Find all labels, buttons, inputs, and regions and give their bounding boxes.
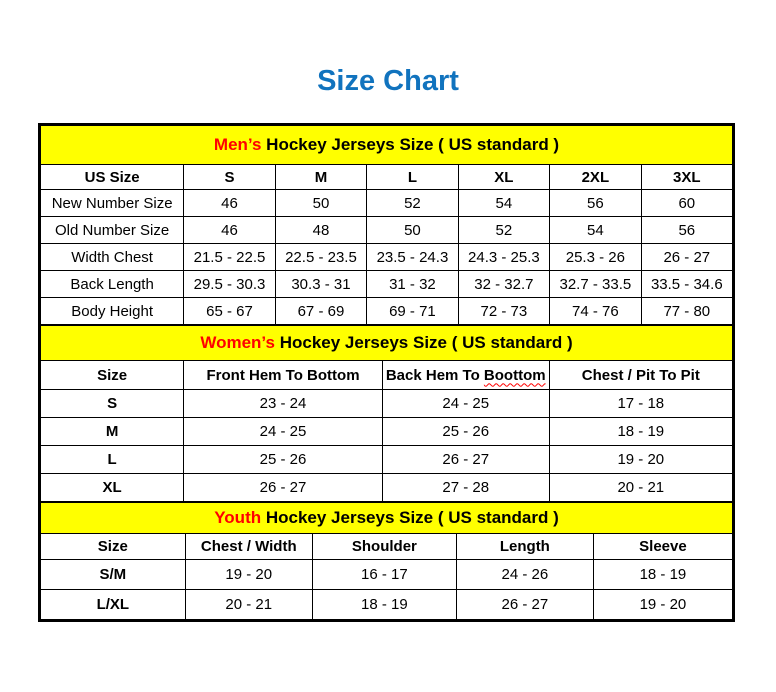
size-value-cell: 72 - 73 — [458, 298, 549, 325]
size-value-cell: 19 - 20 — [185, 560, 312, 590]
size-value-cell: 52 — [458, 217, 549, 244]
size-value-cell: 32.7 - 33.5 — [550, 271, 641, 298]
column-header: Size — [41, 361, 184, 390]
table-row — [41, 190, 733, 217]
size-value-cell: 23.5 - 24.3 — [367, 244, 458, 271]
column-header: US Size — [41, 165, 184, 190]
size-value-cell: 30.3 - 31 — [275, 271, 366, 298]
size-chart-frame — [38, 123, 735, 622]
table-row — [41, 418, 733, 446]
womens-section-header — [41, 326, 733, 361]
youth-section-highlight: Youth — [214, 508, 262, 527]
table-row — [41, 446, 733, 474]
mens-section-header — [41, 126, 733, 165]
size-value-cell: 25 - 26 — [184, 446, 383, 474]
size-value-cell: 74 - 76 — [550, 298, 641, 325]
mens-section-highlight: Men’s — [213, 135, 262, 154]
column-header: XL — [458, 165, 549, 190]
size-value-cell: 67 - 69 — [275, 298, 366, 325]
youth-section-header — [41, 503, 733, 534]
table-row — [41, 217, 733, 244]
size-value-cell: 29.5 - 30.3 — [184, 271, 275, 298]
row-label: L/XL — [41, 590, 186, 620]
row-label: S/M — [41, 560, 186, 590]
size-value-cell: 33.5 - 34.6 — [641, 271, 732, 298]
mens-size-table — [40, 125, 733, 325]
size-value-cell: 20 - 21 — [549, 474, 732, 502]
row-label: XL — [41, 474, 184, 502]
table-row — [41, 590, 733, 620]
size-value-cell: 32 - 32.7 — [458, 271, 549, 298]
youth-section-title-text: Hockey Jerseys Size ( US standard ) — [261, 508, 559, 527]
size-value-cell: 60 — [641, 190, 732, 217]
size-value-cell: 26 - 27 — [456, 590, 593, 620]
size-value-cell: 24 - 26 — [456, 560, 593, 590]
mens-column-header-row — [41, 165, 733, 190]
size-value-cell: 52 — [367, 190, 458, 217]
youth-section-header-row — [41, 503, 733, 534]
size-value-cell: 26 - 27 — [382, 446, 549, 474]
womens-section-header-row — [41, 326, 733, 361]
size-value-cell: 20 - 21 — [185, 590, 312, 620]
womens-section-highlight: Women’s — [200, 333, 275, 352]
row-label: Old Number Size — [41, 217, 184, 244]
size-value-cell: 21.5 - 22.5 — [184, 244, 275, 271]
row-label: Body Height — [41, 298, 184, 325]
size-value-cell: 24 - 25 — [382, 390, 549, 418]
size-value-cell: 25.3 - 26 — [550, 244, 641, 271]
column-header: Length — [456, 534, 593, 560]
column-header: Sleeve — [593, 534, 732, 560]
size-value-cell: 56 — [641, 217, 732, 244]
column-header: Chest / Pit To Pit — [549, 361, 732, 390]
row-label: Width Chest — [41, 244, 184, 271]
womens-section-title-text: Hockey Jerseys Size ( US standard ) — [274, 333, 573, 352]
womens-column-header-row — [41, 361, 733, 390]
column-header: M — [275, 165, 366, 190]
row-label: Back Length — [41, 271, 184, 298]
size-value-cell: 54 — [550, 217, 641, 244]
youth-size-table — [40, 502, 733, 620]
size-value-cell: 17 - 18 — [549, 390, 732, 418]
size-value-cell: 25 - 26 — [382, 418, 549, 446]
mens-section-header-row — [41, 126, 733, 165]
size-value-cell: 26 - 27 — [641, 244, 732, 271]
size-value-cell: 50 — [275, 190, 366, 217]
table-row — [41, 474, 733, 502]
size-value-cell: 27 - 28 — [382, 474, 549, 502]
table-row — [41, 244, 733, 271]
youth-column-header-row — [41, 534, 733, 560]
row-label: M — [41, 418, 184, 446]
size-value-cell: 54 — [458, 190, 549, 217]
row-label: New Number Size — [41, 190, 184, 217]
table-row — [41, 271, 733, 298]
size-value-cell: 56 — [550, 190, 641, 217]
column-header: L — [367, 165, 458, 190]
row-label: S — [41, 390, 184, 418]
size-value-cell: 26 - 27 — [184, 474, 383, 502]
size-value-cell: 18 - 19 — [312, 590, 456, 620]
size-value-cell: 18 - 19 — [549, 418, 732, 446]
column-header: Front Hem To Bottom — [184, 361, 383, 390]
size-value-cell: 46 — [184, 217, 275, 244]
table-row — [41, 560, 733, 590]
size-value-cell: 50 — [367, 217, 458, 244]
size-value-cell: 19 - 20 — [593, 590, 732, 620]
size-value-cell: 31 - 32 — [367, 271, 458, 298]
back-hem-misspelled-word: Boottom — [483, 366, 546, 384]
mens-section-title-text: Hockey Jerseys Size ( US standard ) — [261, 135, 560, 154]
table-row — [41, 298, 733, 325]
page-title: Size Chart — [317, 65, 459, 97]
size-value-cell: 23 - 24 — [184, 390, 383, 418]
table-row — [41, 390, 733, 418]
column-header: S — [184, 165, 275, 190]
size-value-cell: 69 - 71 — [367, 298, 458, 325]
size-value-cell: 22.5 - 23.5 — [275, 244, 366, 271]
size-value-cell: 24 - 25 — [184, 418, 383, 446]
size-value-cell: 46 — [184, 190, 275, 217]
womens-size-table — [40, 325, 733, 502]
row-label: L — [41, 446, 184, 474]
size-value-cell: 19 - 20 — [549, 446, 732, 474]
column-header: Chest / Width — [185, 534, 312, 560]
column-header-back-hem — [382, 361, 549, 390]
size-value-cell: 18 - 19 — [593, 560, 732, 590]
size-value-cell: 16 - 17 — [312, 560, 456, 590]
size-value-cell: 48 — [275, 217, 366, 244]
back-hem-label-prefix: Back Hem To — [385, 366, 484, 384]
size-value-cell: 24.3 - 25.3 — [458, 244, 549, 271]
column-header: 3XL — [641, 165, 732, 190]
size-value-cell: 77 - 80 — [641, 298, 732, 325]
column-header: Size — [41, 534, 186, 560]
column-header: Shoulder — [312, 534, 456, 560]
size-value-cell: 65 - 67 — [184, 298, 275, 325]
column-header: 2XL — [550, 165, 641, 190]
